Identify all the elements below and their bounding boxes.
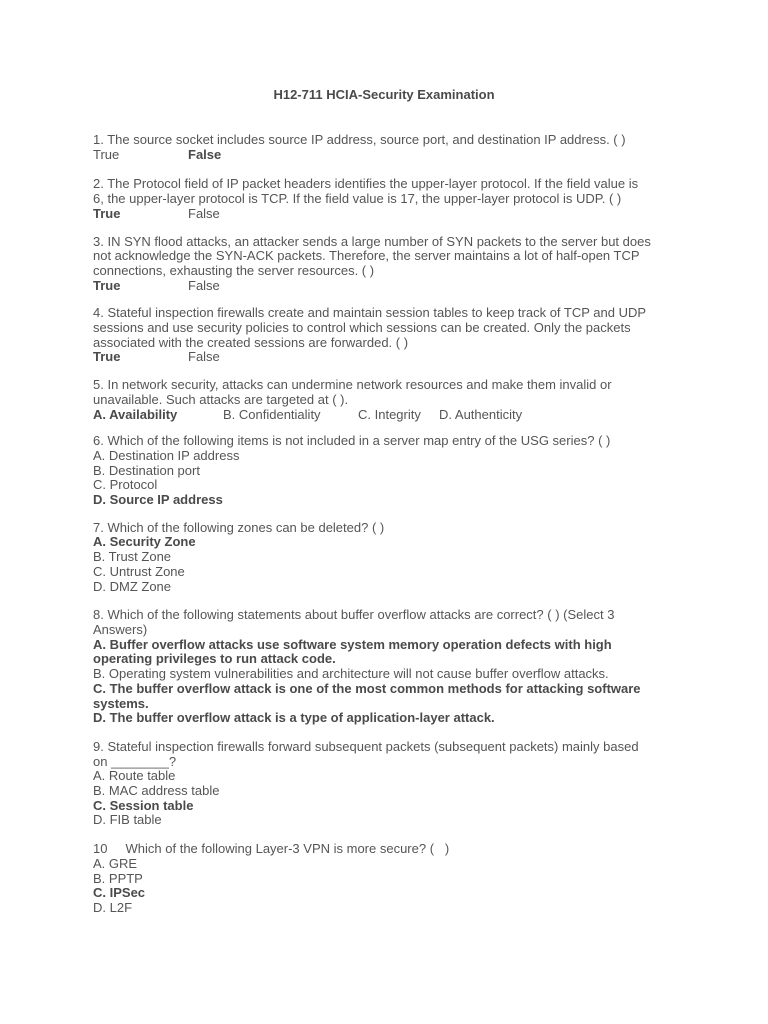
- question-list: [93, 133, 683, 916]
- question-3: [93, 235, 683, 294]
- question-text: Answers): [93, 621, 148, 637]
- question-text: not acknowledge the SYN-ACK packets. Therefore, the server maintains a lot of half-open TCP: [93, 248, 640, 264]
- page-title: H12-711 HCIA-Security Examination: [273, 87, 495, 102]
- question-1: [93, 133, 683, 162]
- option-b: B. Destination port: [93, 462, 200, 478]
- question-text: connections, exhausting the server resources. ( ): [93, 262, 375, 278]
- question-10: [93, 842, 683, 916]
- question-5: [93, 378, 683, 422]
- option-true-answer: True: [93, 205, 121, 221]
- question-text: associated with the created sessions are forwarded. ( ): [93, 334, 409, 350]
- option-true: True: [93, 146, 120, 162]
- option-a: A. Destination IP address: [93, 447, 240, 463]
- question-8: [93, 608, 683, 726]
- option-d-answer: D. Source IP address: [93, 492, 223, 508]
- question-text: 9. Stateful inspection firewalls forward subsequent packets (subsequent packets) mainly based: [93, 738, 639, 754]
- option-c-answer: C. The buffer overflow attack is one of the most common methods for attacking software: [93, 680, 641, 696]
- option-false: False: [188, 205, 220, 221]
- question-text: on ________?: [93, 753, 177, 769]
- option-c-answer: systems.: [93, 695, 149, 711]
- option-b: B. MAC address table: [93, 783, 220, 799]
- option-true-answer: True: [93, 349, 121, 365]
- question-text: 8. Which of the following statements about buffer overflow attacks are correct? ( ) (Select 3: [93, 607, 615, 623]
- option-c-answer: C. IPSec: [93, 885, 146, 901]
- true-false-options: [93, 148, 683, 163]
- question-7: [93, 521, 683, 595]
- question-4: [93, 306, 683, 365]
- option-a: A. GRE: [93, 855, 138, 871]
- true-false-options: [93, 350, 683, 365]
- question-9: [93, 740, 683, 828]
- question-text: 4. Stateful inspection firewalls create and maintain session tables to keep track of TCP and UDP: [93, 305, 647, 321]
- true-false-options: [93, 279, 683, 294]
- question-text: 2. The Protocol field of IP packet headers identifies the upper-layer protocol. If the field value is: [93, 176, 639, 192]
- option-false: False: [188, 349, 220, 365]
- question-text: unavailable. Such attacks are targeted at ( ).: [93, 391, 349, 407]
- question-text: 3. IN SYN flood attacks, an attacker sends a large number of SYN packets to the server but does: [93, 233, 651, 249]
- question-text: 5. In network security, attacks can undermine network resources and make them invalid or: [93, 377, 612, 393]
- option-d: D. DMZ Zone: [93, 578, 172, 594]
- option-row: [93, 408, 683, 423]
- option-d-answer: D. The buffer overflow attack is a type of application-layer attack.: [93, 710, 495, 726]
- option-d: D. Authenticity: [439, 406, 523, 422]
- option-b: B. Confidentiality: [223, 406, 321, 422]
- option-b: B. Operating system vulnerabilities and architecture will not cause buffer overflow attacks.: [93, 666, 609, 682]
- option-d: D. FIB table: [93, 812, 162, 828]
- question-text: 1. The source socket includes source IP address, source port, and destination IP address. ( ): [93, 132, 626, 147]
- question-2: [93, 177, 683, 221]
- option-a-answer: operating privileges to run attack code.: [93, 651, 336, 667]
- question-6: [93, 434, 683, 508]
- option-a-answer: A. Security Zone: [93, 534, 196, 550]
- option-false: False: [188, 277, 220, 293]
- option-d: D. L2F: [93, 899, 133, 915]
- option-c: C. Integrity: [358, 406, 421, 422]
- question-text: 6, the upper-layer protocol is TCP. If the field value is 17, the upper-layer protocol is UDP. ( ): [93, 191, 622, 207]
- option-b: B. PPTP: [93, 870, 143, 886]
- option-a-answer: A. Availability: [93, 406, 178, 422]
- question-text: 6. Which of the following items is not included in a server map entry of the USG series? ( ): [93, 433, 611, 449]
- option-a-answer: A. Buffer overflow attacks use software system memory operation defects with high: [93, 636, 612, 652]
- option-c: C. Protocol: [93, 477, 158, 493]
- option-b: B. Trust Zone: [93, 549, 172, 565]
- option-false-answer: False: [188, 146, 222, 162]
- option-c-answer: C. Session table: [93, 797, 194, 813]
- option-c: C. Untrust Zone: [93, 563, 185, 579]
- question-text: sessions and use security policies to control which sessions can be created. Only the packets: [93, 320, 631, 336]
- question-text: 10 Which of the following Layer-3 VPN is more secure? ( ): [93, 841, 450, 857]
- option-a: A. Route table: [93, 768, 176, 784]
- question-text: 7. Which of the following zones can be deleted? ( ): [93, 519, 385, 535]
- true-false-options: [93, 207, 683, 222]
- option-true-answer: True: [93, 277, 121, 293]
